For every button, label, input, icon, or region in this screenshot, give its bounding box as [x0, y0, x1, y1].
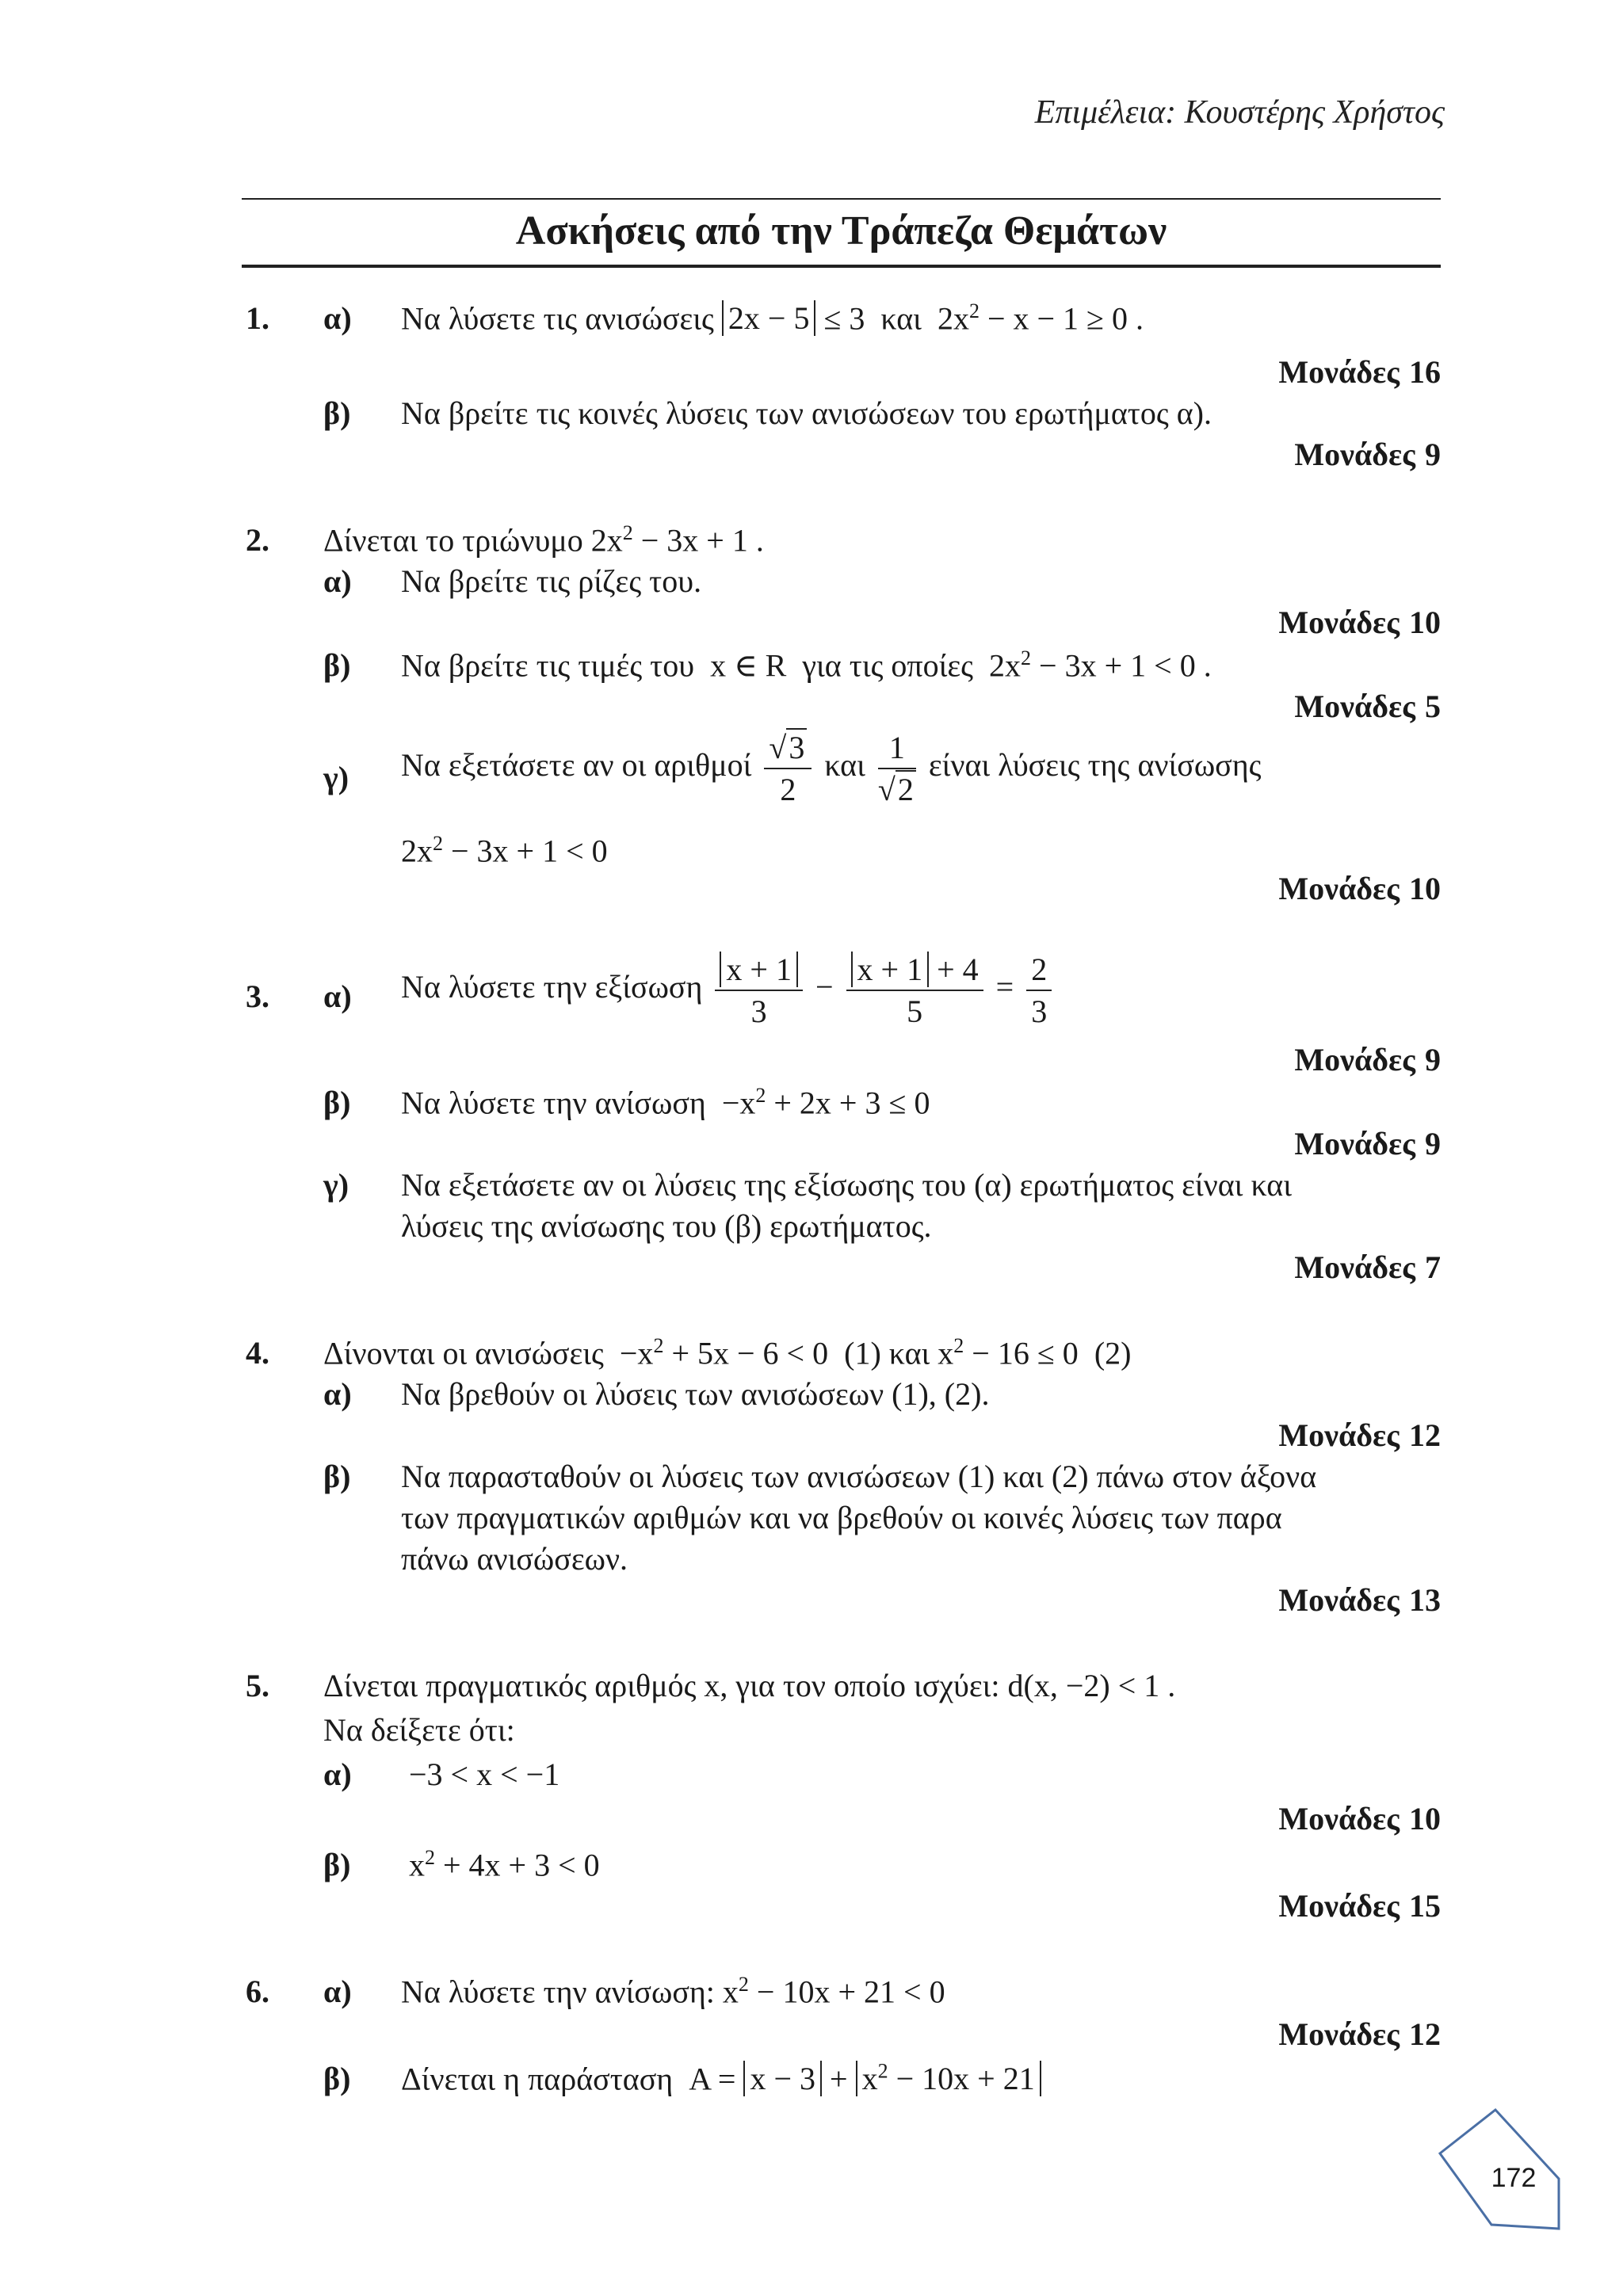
- q5-b-points: Μονάδες 15: [1278, 1888, 1441, 1924]
- q2-c-text: Να εξετάσετε αν οι αριθμοί $\frac{√3}{2}$ και $\frac{1}{√2}$ είναι λύσεις της ανίσωσης: [401, 730, 1262, 807]
- q1-b-text: Να βρείτε τις κοινές λύσεις των ανισώσεων του ερωτήματος α).: [401, 395, 1212, 431]
- exercise-number-5: 5.: [246, 1668, 269, 1703]
- q2-c-label: γ): [323, 760, 349, 795]
- q4-b-points: Μονάδες 13: [1278, 1582, 1441, 1618]
- q3-c-points: Μονάδες 7: [1294, 1249, 1441, 1285]
- q2-a-label: α): [323, 563, 352, 599]
- q1-a-text: Να λύσετε τις ανισώσεις 2x − 5 ≤ 3 και $2x^2 - x - 1 \ge 0$ .: [401, 299, 1144, 337]
- exercise-number-1: 1.: [246, 300, 269, 336]
- q6-b-text: Δίνεται η παράσταση $A = x - 3 + x^2 - 10x + 21$: [401, 2060, 1041, 2097]
- q1-a-abs: 2x − 5: [722, 300, 816, 336]
- fraction-2-over-3: $\frac{2}{3}$: [1026, 951, 1052, 1030]
- header-rule: [242, 198, 1441, 200]
- q4-intro: Δίνονται οι $\alpha\nu\iota\sigma ώ\sigma\varepsilon\iota\varsigma -x^2 + 5x - 6 < 0$ (1) και $x^2 - 16 \le 0$ (2): [323, 1334, 1132, 1371]
- q2-a-text: Να βρείτε τις ρίζες του.: [401, 563, 702, 599]
- q6-b-label: β): [323, 2061, 351, 2096]
- exercise-number-4: 4.: [246, 1335, 269, 1371]
- fraction-abs-x1-plus4-over-5: $\frac{x + 1 + 4}{5}$: [846, 951, 983, 1030]
- page-number: 172: [1491, 2163, 1537, 2193]
- q5-show-text: Να δείξετε ότι:: [323, 1712, 515, 1748]
- q3-a-label: α): [323, 978, 352, 1014]
- q3-c-label: γ): [323, 1167, 349, 1203]
- q6-a-label: α): [323, 1974, 352, 2009]
- q3-c-text-line2: λύσεις της ανίσωσης του (β) ερωτήματος.: [401, 1208, 932, 1244]
- q1-a-points: Μονάδες 16: [1278, 354, 1441, 390]
- q3-a-points: Μονάδες 9: [1294, 1042, 1441, 1077]
- exercise-number-3: 3.: [246, 978, 269, 1014]
- q2-intro: Δίνεται το τριώνυμο $2x^2 - 3x + 1$ .: [323, 521, 764, 559]
- q3-c-text-line1: Να εξετάσετε αν οι λύσεις της εξίσωσης του (α) ερωτήματος είναι και: [401, 1167, 1292, 1203]
- page-title: Ασκήσεις από την Τράπεζα Θεμάτων: [515, 208, 1167, 254]
- exercise-number-6: 6.: [246, 1974, 269, 2009]
- q3-b-text: Να λύσετε την $\alpha\nu ί\sigma\omega\sigma\eta -x^2 + 2x + 3 \le 0$: [401, 1084, 930, 1121]
- q1-a-label: α): [323, 300, 352, 336]
- q6-a-points: Μονάδες 12: [1278, 2016, 1441, 2052]
- q4-a-points: Μονάδες 12: [1278, 1417, 1441, 1453]
- title-rule: [242, 265, 1441, 268]
- q6-a-text: Να λύσετε την ανίσωση: $x^2 - 10x + 21 < 0$: [401, 1973, 945, 2010]
- q2-b-label: β): [323, 647, 351, 683]
- q2-c-points: Μονάδες 10: [1278, 871, 1441, 906]
- q4-a-label: α): [323, 1376, 352, 1412]
- q4-b-label: β): [323, 1459, 351, 1494]
- page-header-author: Επιμέλεια: Κουστέρης Χρήστος: [1034, 94, 1445, 131]
- q5-intro: Δίνεται πραγματικός αριθμός x, για τον οποίο ισχύει: d(x, −2) < 1 .: [323, 1668, 1176, 1703]
- q2-b-text: Να βρείτε τις τιμές του x ∈ R για τις οποίες $2x^2 - 3x + 1 < 0$ .: [401, 646, 1212, 684]
- q5-a-points: Μονάδες 10: [1278, 1801, 1441, 1836]
- q1-b-label: β): [323, 395, 351, 431]
- fraction-sqrt3-over-2: $\frac{√3}{2}$: [764, 729, 812, 808]
- q2-a-points: Μονάδες 10: [1278, 605, 1441, 640]
- q4-b-text-line2: των πραγματικών αριθμών και να βρεθούν οι κοινές λύσεις των παρα: [401, 1500, 1282, 1535]
- q3-b-points: Μονάδες 9: [1294, 1126, 1441, 1161]
- q3-b-label: β): [323, 1085, 351, 1120]
- q2-b-points: Μονάδες 5: [1294, 688, 1441, 724]
- exercise-number-2: 2.: [246, 522, 269, 558]
- q3-a-text: Να λύσετε την εξίσωση $\frac{x + 1}{3}$ − $\frac{x + 1 + 4}{5}$ = $\frac{2}{3}$: [401, 951, 1056, 1030]
- q5-a-math: −3 < x < −1: [409, 1756, 560, 1792]
- q2-c-inequality: $2x^2 - 3x + 1 < 0$: [401, 832, 608, 869]
- fraction-1-over-sqrt2: $\frac{1}{√2}$: [878, 729, 916, 808]
- q5-b-math: $x^2 + 4x + 3 < 0$: [409, 1846, 600, 1883]
- fraction-abs-x1-over-3: $\frac{x + 1}{3}$: [715, 951, 803, 1030]
- q5-b-label: β): [323, 1847, 351, 1882]
- q5-a-label: α): [323, 1756, 352, 1792]
- q4-b-text-line1: Να παρασταθούν οι λύσεις των ανισώσεων (1) και (2) πάνω στον άξονα: [401, 1459, 1317, 1494]
- q1-b-points: Μονάδες 9: [1294, 437, 1441, 472]
- q4-a-text: Να βρεθούν οι λύσεις των ανισώσεων (1), (2).: [401, 1376, 990, 1412]
- q4-b-text-line3: πάνω ανισώσεων.: [401, 1541, 628, 1577]
